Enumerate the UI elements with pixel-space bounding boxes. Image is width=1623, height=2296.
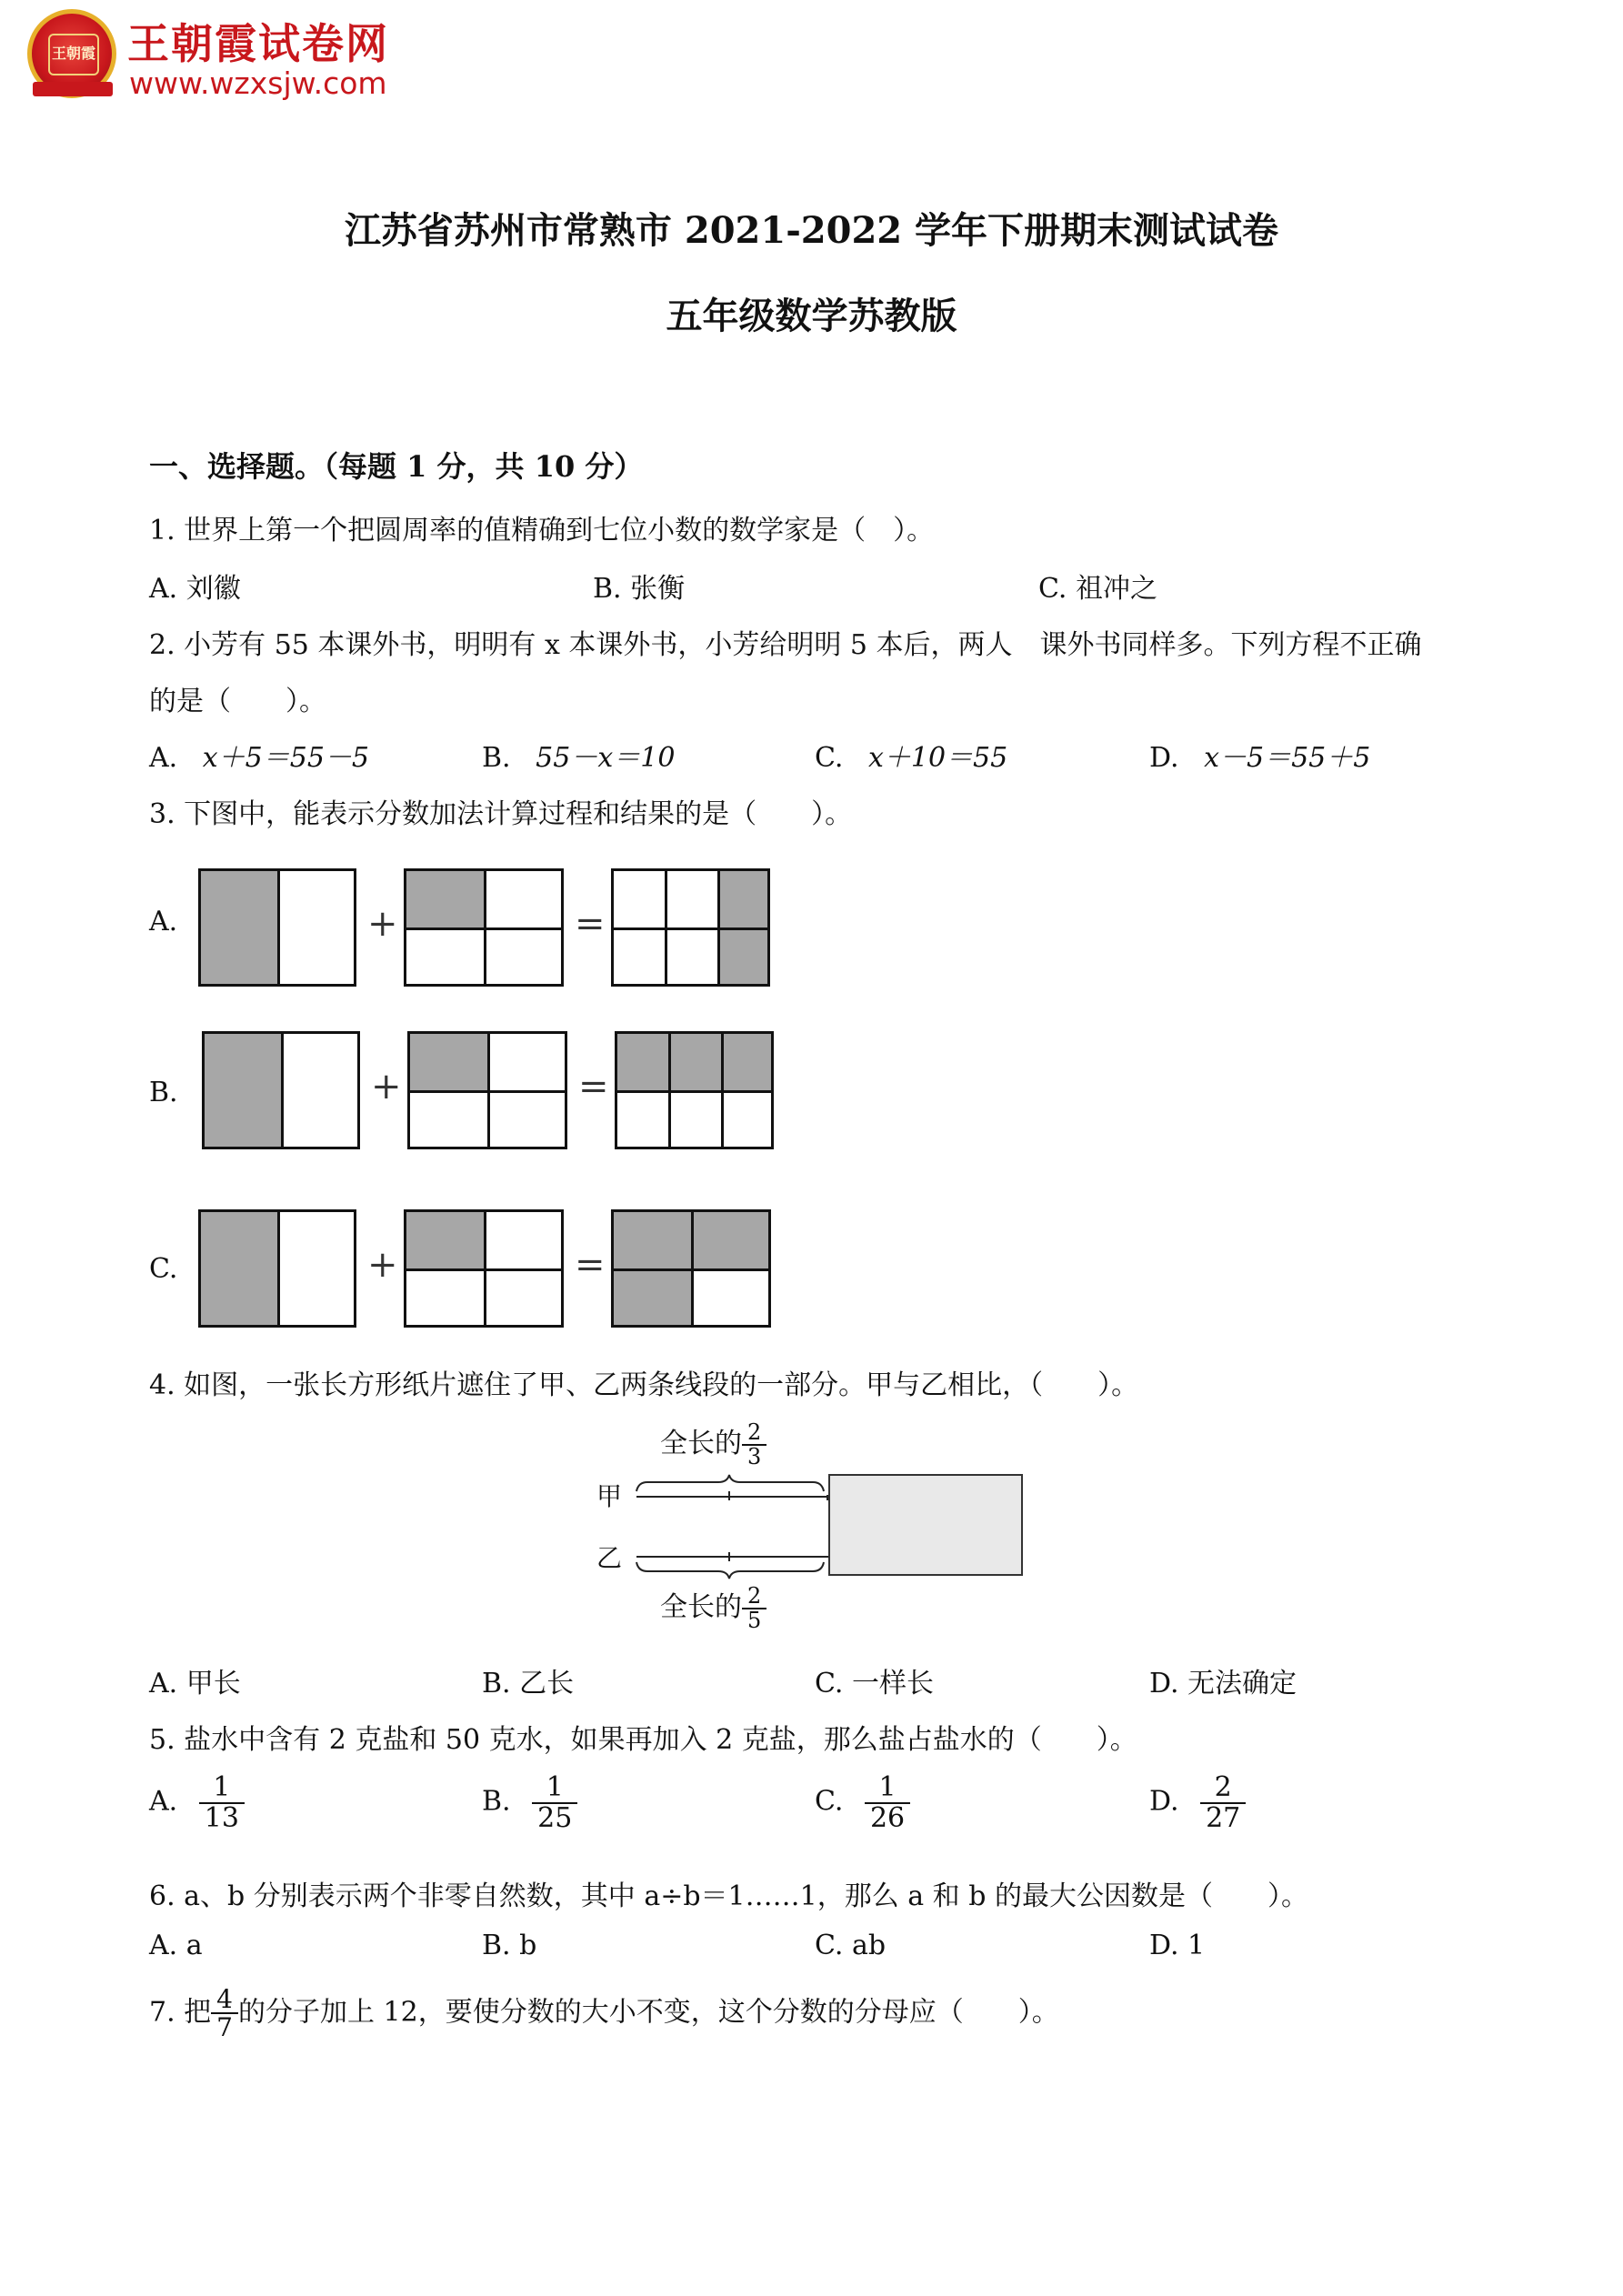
q4-segment-diagram	[582, 1411, 1055, 1648]
question-7: 7. 把 $\frac{4}{7}$ 的分子加上 12，要使分数的大小不变，这个分数的分母应（ ）。	[149, 1984, 1059, 2043]
q6-option-c: C. ab	[815, 1930, 887, 1961]
q3-c-quarter-figure	[404, 1209, 564, 1328]
site-name: 王朝霞试卷网	[127, 19, 389, 68]
section-heading: 一、选择题。（每题 1 分，共 10 分）	[149, 449, 644, 484]
q3-option-b-label: B.	[149, 1077, 178, 1108]
question-3: 3. 下图中，能表示分数加法计算过程和结果的是（ ）。	[149, 798, 853, 830]
q5-option-c: C. $\frac{1}{26}$	[815, 1773, 910, 1832]
q5-option-d: D. $\frac{2}{27}$	[1149, 1773, 1246, 1832]
q5-fraction-d: $\frac{2}{27}$	[1200, 1773, 1246, 1832]
ribbon-icon	[33, 82, 113, 96]
q3-b-quarter-figure	[407, 1031, 567, 1149]
question-6: 6. a、b 分别表示两个非零自然数，其中 a÷b＝1……1，那么 a 和 b 的最大公因数是（ ）。	[149, 1880, 1308, 1912]
q3-b-result-figure	[615, 1031, 774, 1149]
q4-label-jia: 甲	[596, 1481, 623, 1511]
q4-diagram-lines	[582, 1411, 1055, 1648]
seal-icon: 王朝霞	[27, 9, 116, 98]
plus-sign: +	[367, 1244, 398, 1286]
q4-label-yi: 乙	[596, 1543, 623, 1573]
q3-option-a-label: A.	[149, 906, 178, 937]
q3-c-half-figure	[198, 1209, 356, 1328]
q2-option-c: C. x＋10＝55	[815, 742, 1008, 774]
q1-option-c: C. 祖冲之	[1038, 573, 1157, 605]
q2-option-b: B. 55－x＝10	[482, 742, 676, 774]
q5-fraction-c: $\frac{1}{26}$	[865, 1773, 910, 1832]
q1-option-a: A. 刘徽	[149, 573, 241, 605]
q3-b-half-figure	[202, 1031, 360, 1149]
equals-sign: =	[578, 1066, 609, 1108]
question-2-line1: 2. 小芳有 55 本课外书，明明有 x 本课外书，小芳给明明 5 本后，两人 课外书同样多。下列方程不正确	[149, 629, 1422, 661]
equals-sign: =	[575, 1244, 606, 1286]
q4-top-label: 全长的 $\frac{2}{3}$	[660, 1420, 766, 1469]
page-title: 江苏省苏州市常熟市 2021-2022 学年下册期末测试试卷	[344, 209, 1279, 252]
q3-a-half-figure	[198, 868, 356, 987]
question-2-line2: 的是（ ）。	[149, 686, 326, 717]
q6-option-a: A. a	[149, 1930, 203, 1961]
q2-equation-b: 55－x＝10	[536, 742, 676, 774]
q2-option-a: A. x＋5＝55－5	[149, 742, 370, 774]
q3-a-quarter-figure	[404, 868, 564, 987]
question-5: 5. 盐水中含有 2 克盐和 50 克水，如果再加入 2 克盐，那么盐占盐水的（ ）。	[149, 1724, 1137, 1756]
plus-sign: +	[367, 903, 398, 945]
q4-bottom-fraction: $\frac{2}{5}$	[742, 1585, 766, 1632]
q2-equation-c: x＋10＝55	[867, 742, 1008, 774]
q4-option-c: C. 一样长	[815, 1668, 934, 1699]
site-logo	[27, 9, 418, 109]
q3-option-c-label: C.	[149, 1253, 178, 1285]
q4-option-d: D. 无法确定	[1149, 1668, 1297, 1699]
equals-sign: =	[575, 903, 606, 945]
q5-option-b: B. $\frac{1}{25}$	[482, 1773, 577, 1832]
question-4: 4. 如图，一张长方形纸片遮住了甲、乙两条线段的一部分。甲与乙相比，（ ）。	[149, 1369, 1139, 1401]
q6-option-d: D. 1	[1149, 1930, 1206, 1961]
q2-option-d: D. x－5＝55＋5	[1149, 742, 1371, 774]
question-1: 1. 世界上第一个把圆周率的值精确到七位小数的数学家是（ ）。	[149, 515, 935, 546]
q3-c-result-figure	[611, 1209, 771, 1328]
q4-top-fraction: $\frac{2}{3}$	[742, 1421, 766, 1469]
q2-equation-d: x－5＝55＋5	[1204, 742, 1371, 774]
q2-equation-a: x＋5＝55－5	[202, 742, 370, 774]
plus-sign: +	[371, 1066, 402, 1108]
q4-option-a: A. 甲长	[149, 1668, 241, 1699]
q5-option-a: A. $\frac{1}{13}$	[149, 1773, 245, 1832]
q4-bottom-label: 全长的 $\frac{2}{5}$	[660, 1584, 766, 1632]
q1-option-b: B. 张衡	[593, 573, 686, 605]
q4-option-b: B. 乙长	[482, 1668, 575, 1699]
q7-fraction: $\frac{4}{7}$	[211, 1986, 238, 2041]
q5-fraction-b: $\frac{1}{25}$	[532, 1773, 577, 1832]
site-url: www.wzxsjw.com	[129, 65, 387, 101]
page-subtitle: 五年级数学苏教版	[666, 295, 957, 337]
q5-fraction-a: $\frac{1}{13}$	[199, 1773, 245, 1832]
q6-option-b: B. b	[482, 1930, 537, 1961]
q3-a-result-figure	[611, 868, 770, 987]
